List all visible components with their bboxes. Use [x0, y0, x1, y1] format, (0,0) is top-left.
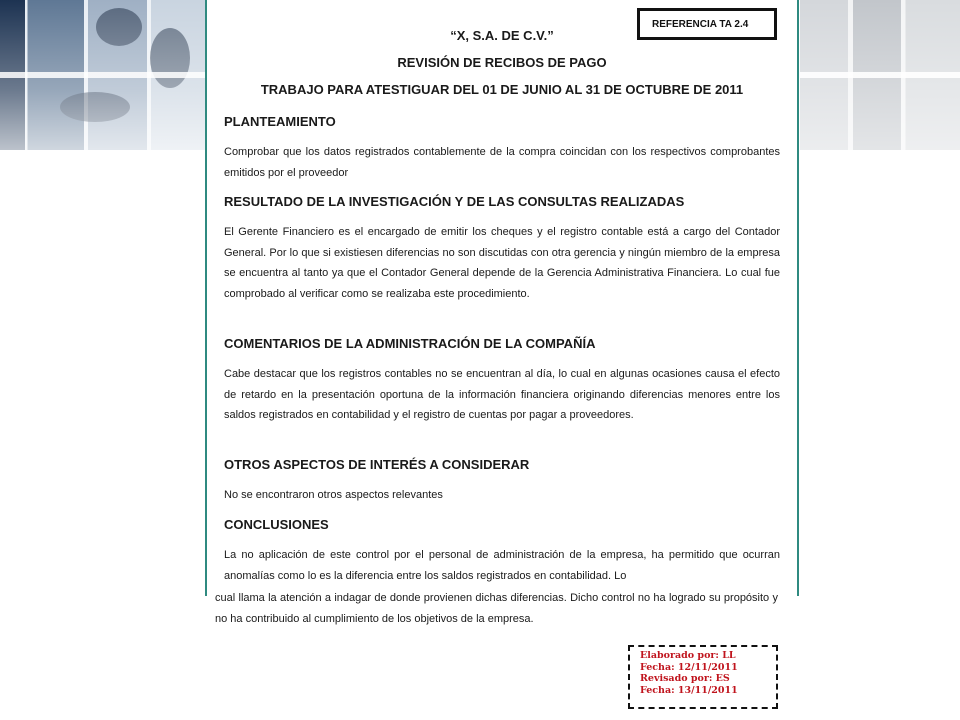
prepared-by: Elaborado por: LL — [640, 650, 736, 661]
document-subtitle: REVISIÓN DE RECIBOS DE PAGO — [397, 55, 607, 70]
section-body: Cabe destacar que los registros contables no se encuentran al día, lo cual en algunas ocasiones causa el efecto de retardo en la presentación oportuna de la información financiera originando diferencias menores entre los saldos registrados en contabilidad y el registro de cuentas por pagar a proveedores. — [224, 368, 780, 421]
background-panel-right — [800, 0, 960, 150]
prepared-date: Fecha: 12/11/2011 — [640, 661, 738, 673]
reference-box: REFERENCIA TA 2.4 — [637, 8, 777, 40]
section-heading: CONCLUSIONES — [224, 517, 329, 532]
section-body: No se encontraron otros aspectos relevantes — [224, 489, 443, 501]
reviewed-date: Fecha: 13/11/2011 — [640, 684, 738, 696]
section-heading: OTROS ASPECTOS DE INTERÉS A CONSIDERAR — [224, 457, 530, 472]
section-body: Comprobar que los datos registrados contablemente de la compra coincidan con los respectivos comprobantes emitidos por el proveedor — [224, 146, 780, 179]
signature-stamp — [628, 645, 778, 709]
section-heading: COMENTARIOS DE LA ADMINISTRACIÓN DE LA COMPAÑÍA — [224, 336, 596, 351]
period-title: TRABAJO PARA ATESTIGUAR DEL 01 DE JUNIO AL 31 DE OCTUBRE DE 2011 — [260, 82, 744, 97]
conclusion-continuation: cual llama la atención a indagar de donde provienen dichas diferencias. Dicho control no ha logrado su propósito y no ha contribuido al cumplimiento de los objetivos de la empresa. — [215, 592, 778, 625]
section-heading: RESULTADO DE LA INVESTIGACIÓN Y DE LAS CONSULTAS REALIZADAS — [224, 194, 685, 209]
reviewed-by: Revisado por: ES — [640, 673, 730, 684]
section-heading: PLANTEAMIENTO — [224, 114, 336, 129]
company-title: “X, S.A. DE C.V.” — [450, 28, 554, 43]
document-page — [205, 0, 799, 596]
section-body: El Gerente Financiero es el encargado de emitir los cheques y el registro contable está a cargo del Contador General. Por lo que si existiesen diferencias no son discutidas con otra gerencia y ningún miembro de la empresa se encuentra al tanto ya que el Contador General depende de la Gerencia Administrativa Financiera. Lo cual fue comprobado al verificar como se realizaba este procedimiento. — [224, 226, 780, 300]
background-photo-left — [0, 0, 210, 150]
section-body: La no aplicación de este control por el personal de administración de la empresa, ha permitido que ocurran anomalías como lo es la diferencia entre los saldos registrados en contabilidad. Lo — [224, 549, 780, 582]
